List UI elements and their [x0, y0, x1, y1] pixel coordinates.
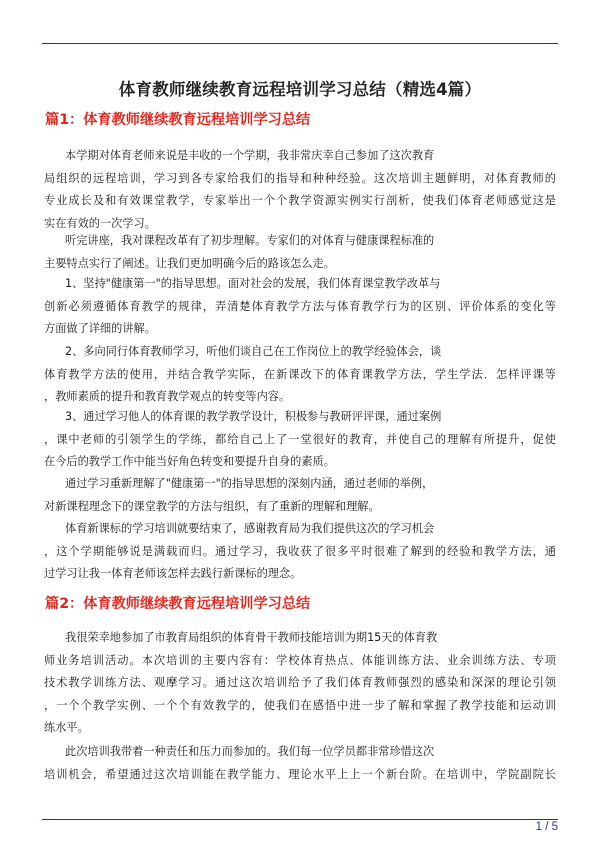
paragraph-line: 体育教学方法的使用，并结合教学实际，在新课改下的体育课教学方法，学生学法．怎样评课等 — [44, 367, 556, 381]
paragraph-line: 在今后的教学工作中能当好角色转变和要提升自身的素质。 — [44, 455, 335, 469]
paragraph-line: 创新必须遵循体育教学的规律，弄清楚体育教学方法与体育教学行为的区别、评价体系的变化等 — [44, 299, 556, 313]
paragraph-line: 2、多向同行体育教师学习，听他们谈自己在工作岗位上的教学经验体会，谈 — [65, 345, 442, 358]
paragraph-line: 主要特点实行了阐述。让我们更加明确今后的路该怎么走。 — [44, 256, 335, 270]
paragraph — [44, 741, 556, 786]
paragraph-line: 3、通过学习他人的体育课的教学教学设计，积极参与教研评评课，通过案例 — [65, 410, 442, 423]
paragraph-line: 专业成长及和有效课堂教学，专家举出一个个教学资源实例实行剖析，使我们体育老师感觉这是 — [44, 194, 556, 208]
header-rule — [42, 43, 558, 44]
paragraph — [44, 627, 556, 740]
paragraph-line: 通过学习重新理解了"健康第一"的指导思想的深刻内涵，通过老师的举例， — [65, 477, 434, 490]
paragraph-line: 本学期对体育老师来说是丰收的一个学期，我非常庆幸自己参加了这次教育 — [65, 149, 435, 162]
page-indicator: 1 / 5 — [535, 821, 558, 833]
paragraph-line: ，课中老师的引领学生的学练，都给自己上了一堂很好的教育，并使自己的理解有所提升，促使 — [44, 432, 556, 446]
paragraph — [44, 518, 556, 586]
section-heading-2: 篇2：体育教师继续教育远程培训学习总结 — [45, 596, 311, 612]
paragraph-line: 实在有效的一次学习。 — [44, 216, 156, 230]
paragraph-line: 师业务培训活动。本次培训的主要内容有：学校体育热点、体能训练方法、业余训练方法、专项 — [44, 653, 556, 667]
paragraph — [44, 341, 556, 409]
paragraph — [44, 473, 556, 518]
paragraph-line: 对新课程理念下的课堂教学的方法与组织，有了重新的理解和理解。 — [44, 499, 380, 513]
paragraph — [44, 230, 556, 275]
paragraph-line: ，教师素质的提升和教育教学观点的转变等内容。 — [44, 390, 291, 404]
paragraph-line: 此次培训我带着一种责任和压力而参加的。我们每一位学员都非常珍惜这次 — [65, 745, 435, 758]
paragraph — [44, 273, 556, 341]
paragraph-line: 1、坚持"健康第一"的指导思想。面对社会的发展，我们体育课堂教学改革与 — [65, 277, 441, 290]
paragraph-line: 方面做了详细的讲解。 — [44, 322, 156, 336]
paragraph-line: 练水平。 — [44, 721, 89, 735]
paragraph-line: ，这个学期能够说是满载而归。通过学习，我收获了很多平时很难了解到的经验和教学方法，通 — [44, 544, 556, 558]
paragraph-line: 体育新课标的学习培训就要结束了，感谢教育局为我们提供这次的学习机会 — [65, 522, 435, 535]
paragraph-line: 听完讲座，我对课程改革有了初步理解。专家们的对体育与健康课程标准的 — [65, 234, 435, 247]
section-heading-1: 篇1：体育教师继续教育远程培训学习总结 — [45, 112, 311, 128]
paragraph-line: 技术教学训练方法、观摩学习。通过这次培训给予了我们体育教师强烈的感染和深深的理论引领 — [44, 676, 556, 690]
paragraph-line: ，一个个教学实例、一个个有效教学的，使我们在感悟中进一步了解和掌握了教学技能和运动训 — [44, 698, 556, 712]
paragraph-line: 过学习让我一体育老师该怎样去践行新课标的理念。 — [44, 567, 302, 581]
paragraph — [44, 406, 556, 474]
paragraph-line: 培训机会，希望通过这次培训能在教学能力、理论水平上上一个新台阶。在培训中，学院副院长 — [44, 767, 556, 781]
paragraph-line: 局组织的远程培训，学习到各专家给我们的指导和种种经验。这次培训主题鲜明，对体育教师的 — [44, 171, 556, 185]
paragraph — [44, 145, 556, 235]
footer-rule — [42, 819, 558, 820]
document-title: 体育教师继续教育远程培训学习总结（精选4篇） — [118, 80, 482, 99]
paragraph-line: 我很荣幸地参加了市教育局组织的体育骨干教师技能培训为期15天的体育教 — [65, 631, 438, 644]
